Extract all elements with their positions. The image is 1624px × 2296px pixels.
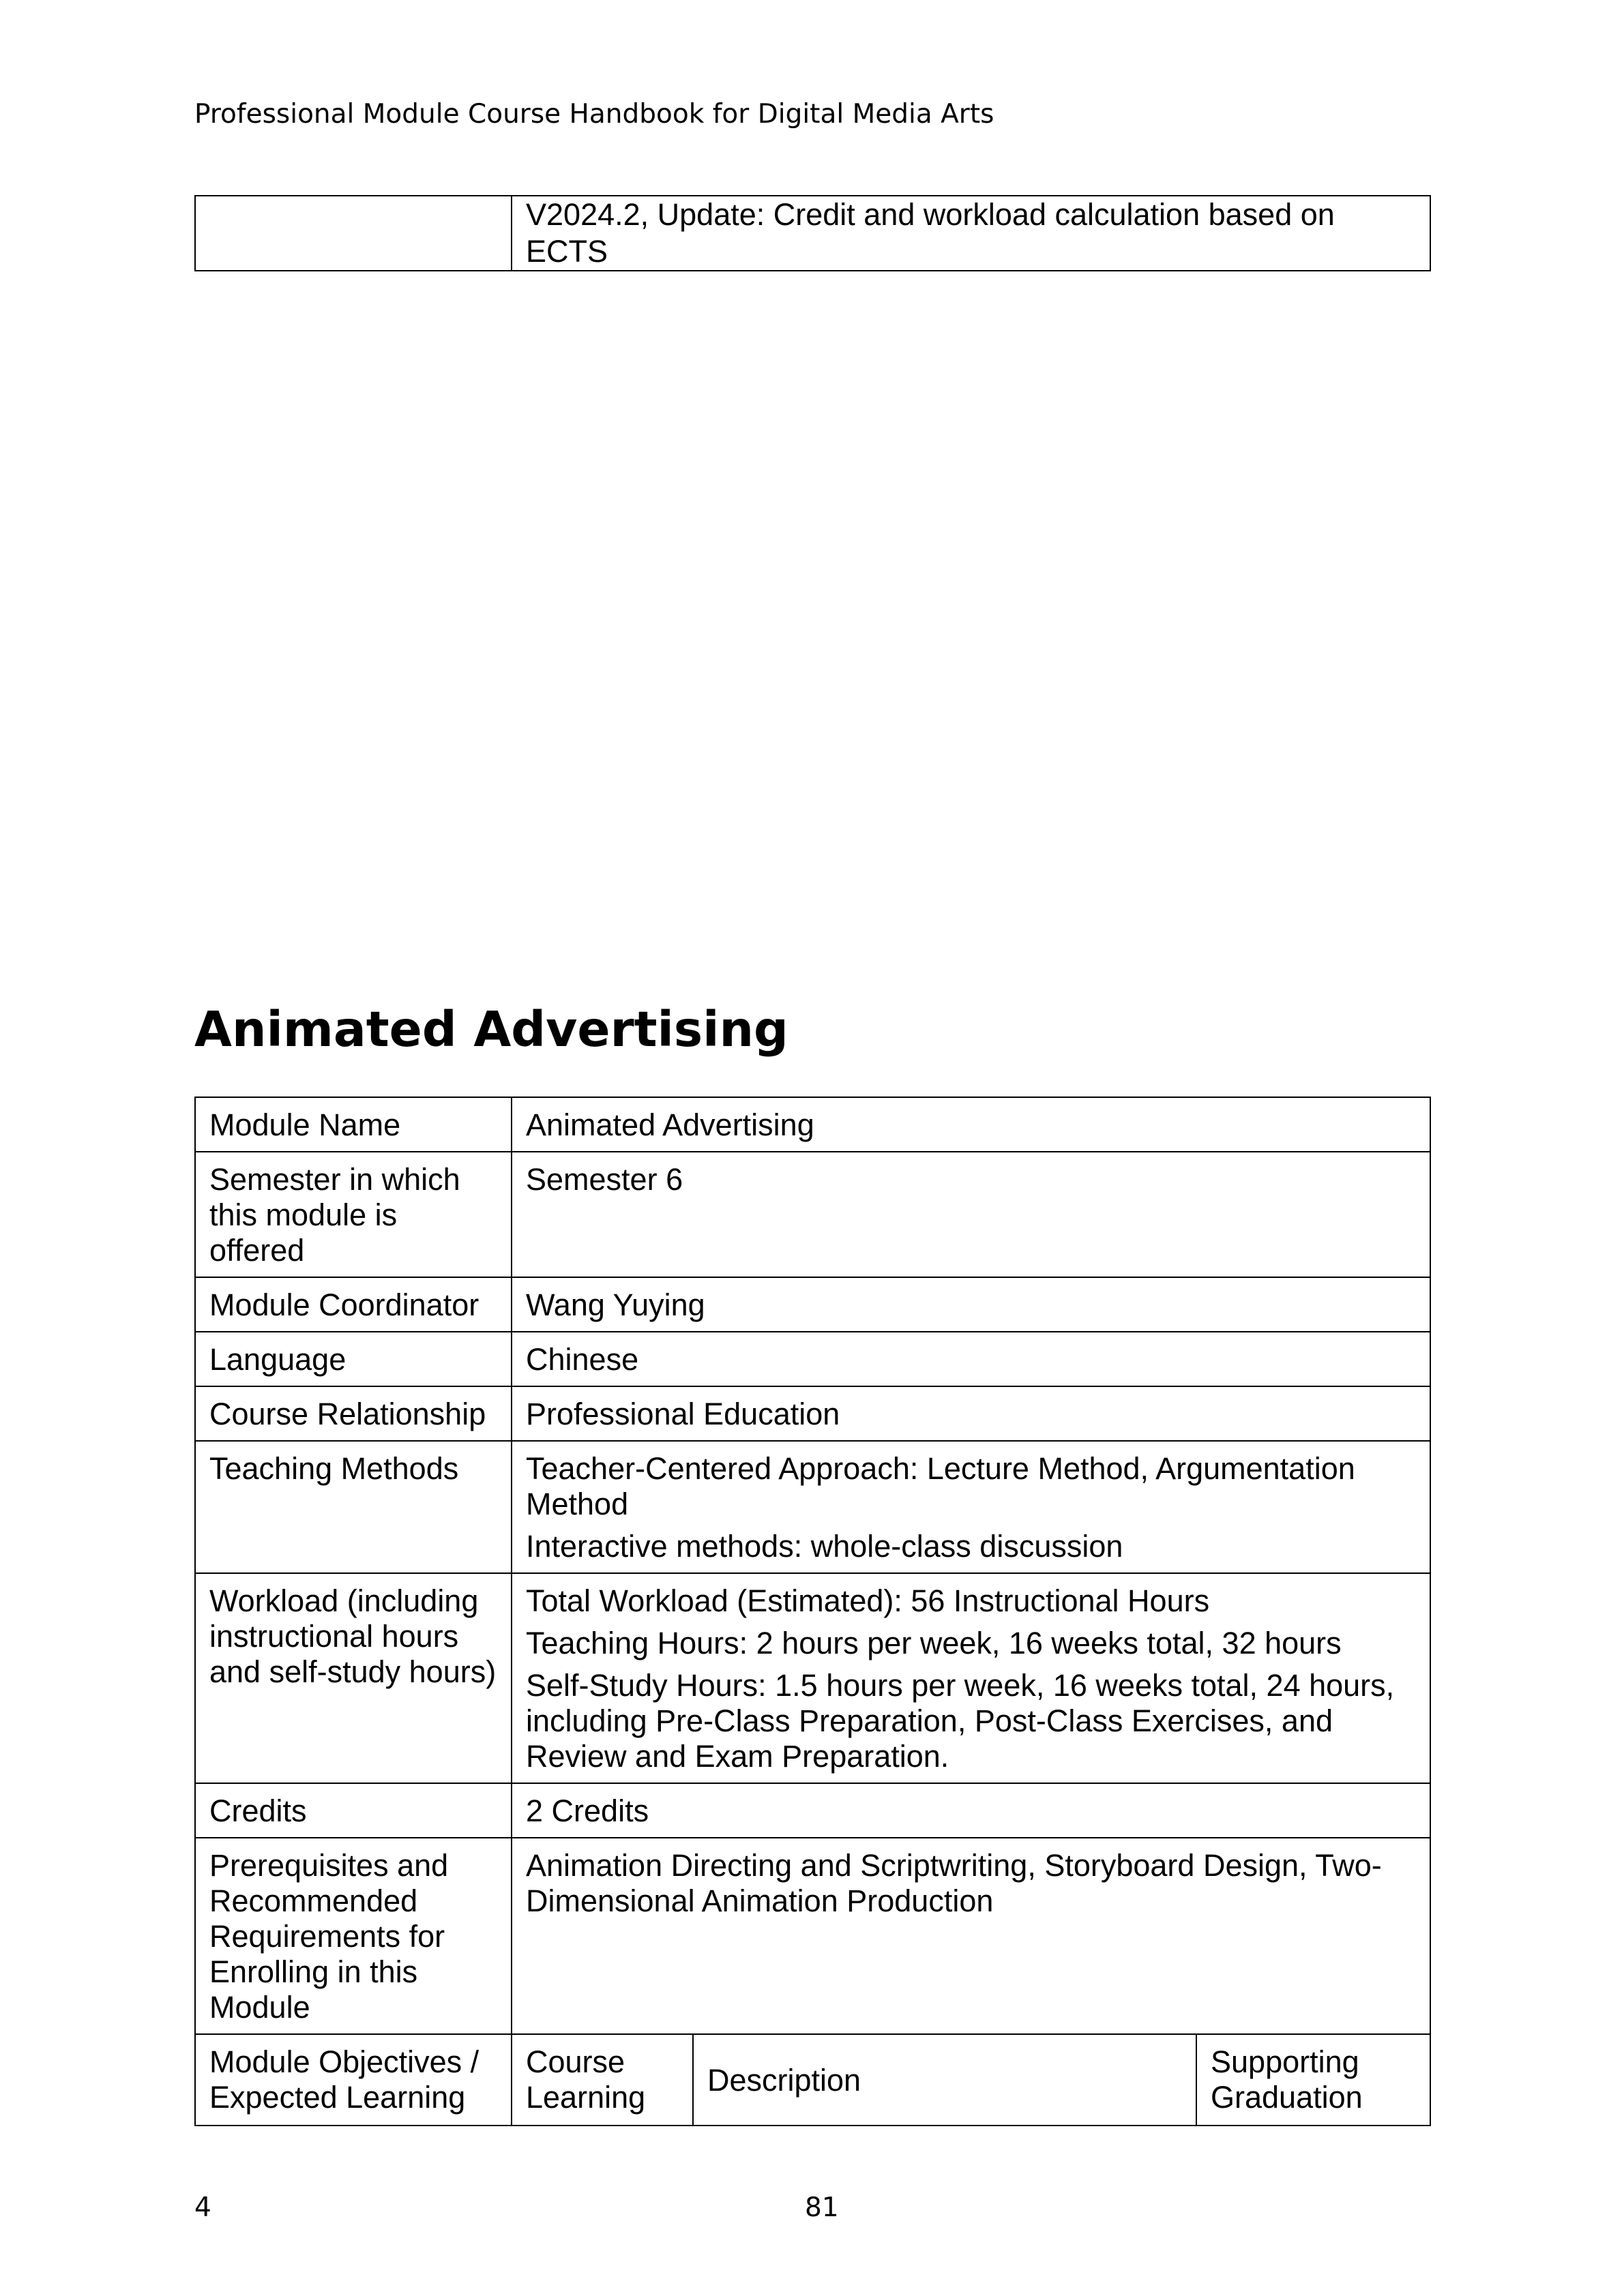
row-value: [512, 1441, 1430, 1573]
row-label: Credits: [195, 1783, 512, 1838]
module-row: [195, 1152, 1430, 1277]
module-row: [195, 1573, 1430, 1783]
version-left-cell: [195, 196, 512, 271]
objectives-subtable: [512, 2035, 1430, 2125]
row-value-paragraph: Professional Education: [526, 1397, 840, 1431]
section-title: Animated Advertising: [194, 1001, 788, 1058]
objectives-col-description: Description: [693, 2035, 1196, 2125]
row-value: [512, 1573, 1430, 1783]
running-header: Professional Module Course Handbook for Digital Media Arts: [194, 99, 994, 130]
objectives-label: Module Objectives / Expected Learning: [195, 2034, 512, 2126]
row-label: Module Coordinator: [195, 1277, 512, 1332]
row-value: [512, 1386, 1430, 1441]
row-label: Workload (including instructional hours and self-study hours): [195, 1573, 512, 1783]
module-row: [195, 1332, 1430, 1386]
page-number: 81: [805, 2192, 839, 2223]
module-row: [195, 1097, 1430, 1152]
row-label: Course Relationship: [195, 1386, 512, 1441]
row-label: Semester in which this module is offered: [195, 1152, 512, 1277]
module-row: [195, 1386, 1430, 1441]
row-value: [512, 1838, 1430, 2034]
row-label: Module Name: [195, 1097, 512, 1152]
objectives-col-course-learning: Course Learning: [512, 2035, 693, 2125]
row-value-paragraph: Teacher-Centered Approach: Lecture Method, Argumentation Method: [526, 1451, 1355, 1521]
module-row: [195, 1783, 1430, 1838]
footer-left-number: 4: [194, 2192, 211, 2223]
row-value-paragraph: Self-Study Hours: 1.5 hours per week, 16 weeks total, 24 hours, including Pre-Class Preparation, Post-Class Exercises, and Review and Exam Preparation.: [526, 1668, 1395, 1774]
module-table: [194, 1097, 1431, 2126]
objectives-col-supporting-graduation: Supporting Graduation: [1211, 2044, 1363, 2115]
row-value-paragraph: Wang Yuying: [526, 1287, 705, 1322]
module-row: [195, 1277, 1430, 1332]
row-value: [512, 1783, 1430, 1838]
version-note: V2024.2, Update: Credit and workload calculation based on ECTS: [512, 196, 1430, 271]
row-value-paragraph: Interactive methods: whole-class discussion: [526, 1529, 1123, 1564]
row-value: [512, 1097, 1430, 1152]
row-value: [512, 1277, 1430, 1332]
row-value-paragraph: Animation Directing and Scriptwriting, Storyboard Design, Two-Dimensional Animation Production: [526, 1848, 1382, 1918]
row-value: [512, 1152, 1430, 1277]
row-value-paragraph: Teaching Hours: 2 hours per week, 16 weeks total, 32 hours: [526, 1626, 1342, 1660]
objectives-row: [195, 2034, 1430, 2126]
objectives-subtable-cell: [512, 2034, 1430, 2126]
version-row: [195, 196, 1430, 271]
row-label: Teaching Methods: [195, 1441, 512, 1573]
row-value-paragraph: 2 Credits: [526, 1793, 649, 1828]
row-value-paragraph: Animated Advertising: [526, 1107, 814, 1142]
row-label: Language: [195, 1332, 512, 1386]
row-value-paragraph: Total Workload (Estimated): 56 Instructional Hours: [526, 1583, 1210, 1618]
version-table: [194, 195, 1431, 271]
module-row: [195, 1441, 1430, 1573]
row-value: [512, 1332, 1430, 1386]
row-value-paragraph: Semester 6: [526, 1162, 683, 1197]
row-value-paragraph: Chinese: [526, 1342, 639, 1377]
row-label: Prerequisites and Recommended Requirements for Enrolling in this Module: [195, 1838, 512, 2034]
module-row: [195, 1838, 1430, 2034]
